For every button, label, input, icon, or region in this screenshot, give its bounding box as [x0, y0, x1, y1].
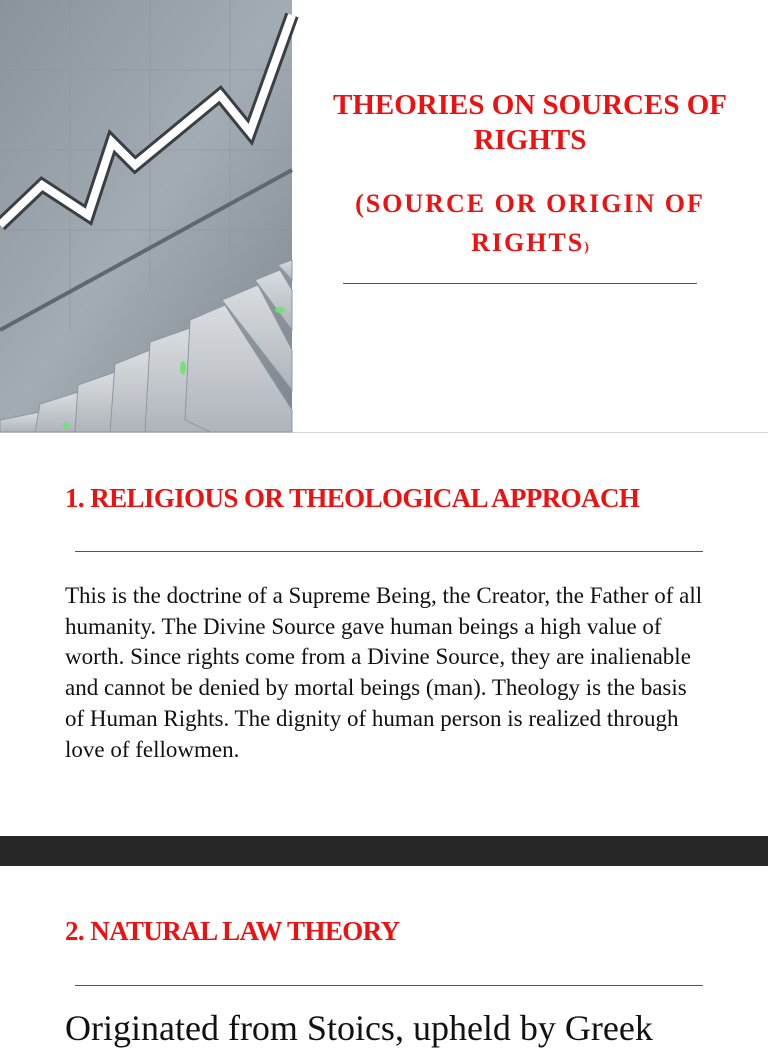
- section-heading-religious: 1. RELIGIOUS OR THEOLOGICAL APPROACH: [65, 483, 640, 513]
- heading-divider: [75, 985, 703, 986]
- slide-subtitle: [330, 184, 730, 267]
- slide-separator: [0, 836, 768, 866]
- title-divider: [343, 283, 697, 284]
- slide-subtitle-text: (SOURCE OR ORIGIN OF RIGHTS: [355, 189, 705, 257]
- section-body-natural-law: Originated from Stoics, upheld by Greek: [65, 1008, 653, 1048]
- heading-divider: [75, 551, 703, 552]
- natural-law-slide: [0, 866, 768, 1048]
- title-slide: [0, 0, 768, 433]
- slide-title: THEORIES ON SOURCES OF RIGHTS: [332, 89, 727, 156]
- section-heading-natural-law: 2. NATURAL LAW THEORY: [65, 916, 400, 946]
- religious-approach-slide: [0, 433, 768, 836]
- stairs-rising-graph-image: [0, 0, 292, 432]
- subtitle-close-paren: ): [584, 240, 589, 255]
- title-block: [330, 88, 730, 267]
- section-body-religious: This is the doctrine of a Supreme Being, the Creator, the Father of all humanity. The Divine Source gave human beings a high value of worth. Since rights come from a Divine Source, they are inalienable and cannot be denied by mortal beings (man). Theology is the basis of Human Rights. The dignity of human person is realized through love of fellowmen.: [65, 583, 703, 762]
